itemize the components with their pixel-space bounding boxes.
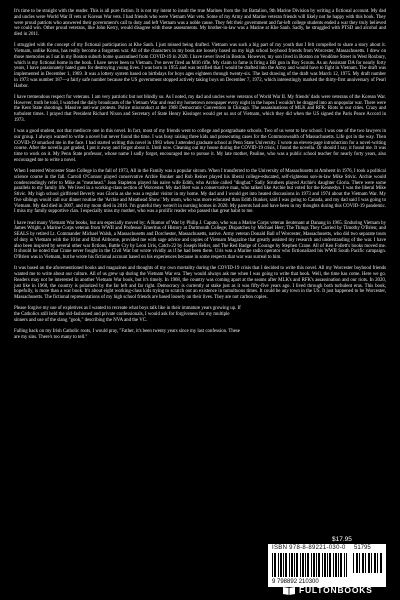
barcode-addon-number: 51795 [354, 545, 371, 551]
paragraph-student: I was a good student, not that mediocre one in this novel. In fact, most of my friends went to college and postgraduate schools. Two of us went to law school. I was one of the two lawyers in our group. I always wanted to write a novel but never found the time. I was busy raising three kids and prosecuting cases for the Commonwealth of Massachusetts. Life got in the way. Then COVID-19 smacked me in the face. I had started writing this novel in 1983 when I attended graduate school at Penn State University. I wrote an eleven-page introduction for a novel-writing course. After the novella got graded, I put it away and forgot about it. Until now. Cleaning out my house during the COVID-19 crisis, I found the novella. Or should I say, it found me. It was time to work on it. My Penn State professor, whose name I sadly forget, encouraged me to pursue it. My late mother, Pauline, who was a public school teacher for nearly forty years, also encouraged me to write a novel. [14, 129, 386, 163]
publisher-logo [282, 585, 373, 595]
paragraph-disclaimer: It's time to be straight with the reader. This is all pure fiction. It is not my intent to insult the true Marines from the 1st Battalion, 9th Marine Division by writing a fictional account. My dad and uncles were World War II vets or Korean War vets. I had friends who were Vietnam War vets. Some of my Army and Marine veteran friends will likely not be happy with this book. They were proud patriots who answered their government's call to duty and left Vietnam was a noble cause. They felt their government and far-left college students ended a war they truly believed we could win. Other proud veterans, like John Kerry, would disagree with those assessments. My brother-in-law was a Marine at Khe Sanh. Sadly, he struggled with PTSD and alcohol and died in 2011. [14, 9, 386, 37]
paragraph-veterans: I have tremendous respect for veterans. I am very patriotic but not blindly so. As I noted, my dad and uncles were veterans of World War II. My friends' dads were veterans of the Korean War. However, truth be told, I watched the daily broadcasts of the Vietnam War and read my hometown newspaper every night in the hopes I wouldn't be dragged into an unpopular war. There were the Kent State shootings. Massive anti-war protests. Police misconduct at the 1968 Democratic Convention in Chicago. The assassinations of MLK and RFK. Riots in our cities. Crazy and turbulent times. I prayed that President Richard Nixon and Secretary of State Henry Kissinger would get us out of Vietnam, which they did when the US signed the Paris Peace Accord in 1973. [14, 94, 386, 123]
isbn-number: ISBN 978-8-89221-030-0 [272, 545, 346, 551]
barcode [268, 544, 386, 587]
barcode-bars [272, 553, 347, 577]
paragraph-family: When I entered Worcester State College in the fall of 1973, All in the Family was a popular sitcom. When I transferred to the University of Massachusetts at Amherst in 1976, I took a political science course in the fall. Carroll O'Connor played conservative Archie Bunker and Rob Reiner played his liberal college-educated, self-righteous son-in-law Mike Stivic. Archie would condescendingly refer to Mike as "meathead." Jean Stapleton played his naive wife Edith, who Archie called "dingbat." Sally Struthers played Archie's daughter Gloria. There were some parallels to my family life. We lived in a working-class section of Worcester. My dad Bert was a conservative man, who talked like Archie but voted for the Kennedys. I was the liberal Mike Stivic. My high school girlfriend Beverly was Gloria as she was a regular visitor in my home. My dad and I would get into heated discussions in 1973 and 1974 about the Vietnam War. My five siblings would call our dinner routine the 'Archie and Meathead Show.' My mom, who was more educated than Edith Bunker, said I was going to Canada, and my dad said I was going to Vietnam. My dad died in 2007, and my mom died in 2016. I'm grateful they weren't in nursing homes in 2020. My parents had and have been in my thoughts during this COVID-19 pandemic. I miss my family supportive clan. I especially miss my mother, who was a prolific reader who passed that great habit to me. [14, 169, 386, 215]
publisher-name: FULTONBOOKS [299, 585, 373, 595]
barcode-addon-bars [353, 553, 382, 573]
ean-number: 9 798892 210300 [272, 579, 319, 585]
book-icon [282, 585, 296, 595]
paragraph-motivation: It was based on the aforementioned books and magazines and thoughts of my own mortality during the COVID-19 crisis that I decided to write this novel. All my Worcester boyhood friends wanted me to write about our culture. All of us grew up during the Vietnam War era. They would always ask me when I was going to write that book. Well, the time has come. Here we go. Readers may not be interested in another Vietnam War book, but it's timely. In 1968, the country was coming apart at the seams after MLK's and RFK's assassination and our riots. In 2020, just like in 1968, the country is polarized by the far left and far right. Democracy is currently at stake just as it was fifty-five years ago. I lived through both turbulent eras. This book, hopefully, is more than a war book. It's about eight working-class kids trying to scratch out an existence in tumultuous times. It could be any town in the US. It just happened to be Worcester, Massachusetts. The fictional representations of my high school friends are based loosely on their lives. They are not carbon copies. [14, 266, 386, 300]
paragraph-expletives: Please forgive my use of expletives as I wanted to recreate what boys talk like in their immature years growing up. If the Catholics still held the old-fashioned and private confessionals, I would ask for forgiveness for my multiple sinners and use of the slang "gook," describing the NVA and the VC. [14, 306, 241, 323]
back-cover-text [14, 9, 386, 346]
paragraph-influences: I have read many Vietnam War books, but am especially moved by: A Rumor of War by Philip J. Caputo, who was a Marine Corps veteran lieutenant at Danang in 1965. Enduring Vietnam by James Wright, a Marine Corps veteran from WWII and Professor Emeritus of History at Dartmouth College; Dispatches by Michael Herr; The Things They Carried by Timothy O'Brien; and SEALS by retired Lt. Commander Michael Walsh, a Massachusetts and Dorchester, Massachusetts, native. Army veteran Donald Ball of Worcester, Massachusetts, who did two separate tours of duty in Vietnam with the 101st and 82nd Airborne, provided me with sage advice and copies of Vietnam Magazine that greatly assisted my research and understanding of the war. I have also been inspired by several other war fictions, Battle Cry by Leon Uris, Catch-22 by Joseph Heller, and The Red Badge of Courage by Stephen Crane. All of Ken Follett's books moved me. It should be noted that Crane never fought in the Civil War but wrote vividly as if he had been there. Uris was a Marine radio operator who fictionalized his WWII South Pacific campaign. O'Brien was in Vietnam, but he wrote his fictional account based on his experiences because in some respects that war was surreal to him. [14, 220, 386, 260]
paragraph-closing: Falling back on my Irish Catholic roots, I would pray, "Father, it's been twenty years since my last confession. These are my sins. There's too many to tell." [14, 329, 240, 340]
paragraph-draft: I struggled with the concept of my fictional participation at Khe Sanh. I just missed being drafted. Vietnam was such a big part of my youth that I felt compelled to share a story about it. Vietnam, unlike Korea, has really become a forgotten war. All of the characters in my book are loosely based on my high school boyhood friends from Worcester, Massachusetts. I drew on those memories as I sat in my Boston suburb home quarantined from COVID-19 in 2020. I have never lived in Boston. However, my son lived in Boston on Vendôme Street in West Roxbury, which is my fictional home in the book. I have never been to Vietnam. I've never fired an M16 rifle. My claim to fame is firing a BB gun in Boy Scouts. As an Assistant DA for nearly forty years, I have passionately hated guns for destroying young lives. I was born in 1955 and was terrified that I would be drafted into the Army and would have to fight in Vietnam. The draft was implemented in December 1, 1969. It was a lottery system based on birthdays for boys ages eighteen through twenty-six. The last drawing of the draft was March 12, 1975. My draft number in 1973 was number 187—a fairly safe number because the US government stopped actively taking boys on December 7, 1972, which interestingly marked the thirty-first anniversary of Pearl Harbor. [14, 43, 386, 89]
price-label: $17.95 [332, 536, 352, 543]
